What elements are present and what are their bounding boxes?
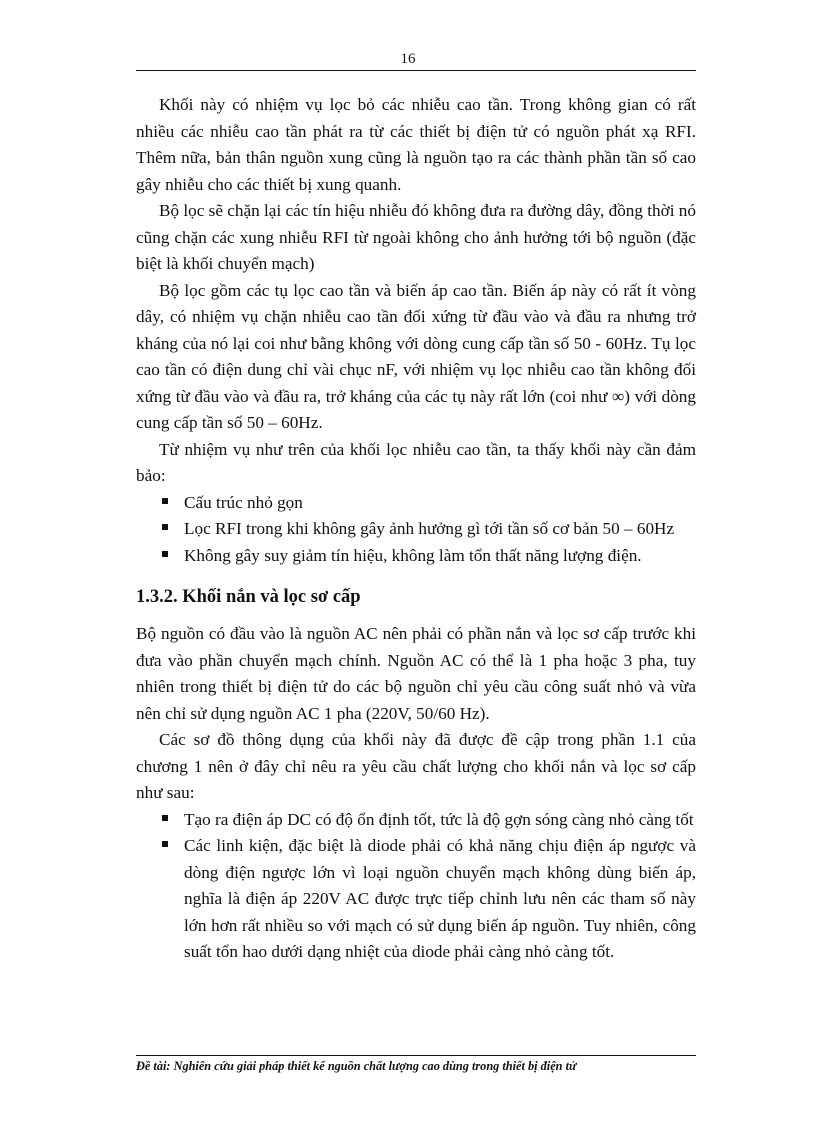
square-bullet-icon [162, 498, 168, 504]
list-item [136, 543, 696, 570]
paragraph-filter-blocking: Bộ lọc sẽ chặn lại các tín hiệu nhiễu đó không đưa ra đường dây, đồng thời nó cũng chặn các xung nhiễu RFI từ ngoài không cho ảnh hưởng tới bộ nguồn (đặc biệt là khối chuyển mạch) [136, 201, 696, 273]
paragraph-filter-components: Bộ lọc gồm các tụ lọc cao tần và biến áp cao tần. Biến áp này có rất ít vòng dây, có nhiệm vụ chặn nhiễu cao tần đối xứng từ đầu vào và đầu ra nhưng trở kháng của nó lại coi như bằng không với dòng cung cấp tần số 50 - 60Hz. Tụ lọc cao tần có điện dung chỉ vài chục nF, với nhiệm vụ lọc nhiễu cao tần không đối xứng từ đầu vào và đầu ra, trở kháng của các tụ này rất lớn (coi như ∞) với dòng cung cấp tần số 50 – 60Hz. [136, 280, 696, 432]
list-item-text: Tạo ra điện áp DC có độ ổn định tốt, tức là độ gợn sóng càng nhỏ càng tốt [184, 809, 694, 829]
paragraph-common-schematics: Các sơ đồ thông dụng của khối này đã được đề cập trong phần 1.1 của chương 1 nên ở đây chỉ nêu ra yêu cầu chất lượng cho khối nắn và lọc sơ cấp như sau: [136, 730, 696, 802]
list-item [136, 807, 696, 834]
list-item-text: Các linh kiện, đặc biệt là diode phải có khả năng chịu điện áp ngược và dòng điện ngược lớn vì loại nguồn chuyển mạch không dùng biến áp, nghĩa là điện áp 220V AC được trực tiếp chỉnh lưu nên các tham số này lớn hơn rất nhiều so với mạch có sử dụng biến áp nguồn. Tuy nhiên, công suất tổn hao dưới dạng nhiệt của diode phải càng nhỏ càng tốt. [184, 836, 696, 961]
quality-requirements-list [136, 807, 696, 966]
square-bullet-icon [162, 551, 168, 557]
list-item [136, 490, 696, 517]
square-bullet-icon [162, 815, 168, 821]
list-item-text: Cấu trúc nhỏ gọn [184, 492, 303, 512]
list-item [136, 516, 696, 543]
paragraph-ac-input: Bộ nguồn có đầu vào là nguồn AC nên phải có phần nắn và lọc sơ cấp trước khi đưa vào phần chuyển mạch chính. Nguồn AC có thể là 1 pha hoặc 3 pha, tuy nhiên trong thiết bị điện tử do các bộ nguồn chỉ yêu cầu công suất nhỏ và vừa nên chỉ sử dụng nguồn AC 1 pha (220V, 50/60 Hz). [136, 624, 696, 723]
page-number: 16 [400, 51, 416, 67]
header-rule [136, 70, 696, 71]
list-item-text: Lọc RFI trong khi không gây ảnh hưởng gì tới tần số cơ bản 50 – 60Hz [184, 519, 675, 538]
square-bullet-icon [162, 524, 168, 530]
footer-thesis-title: Đề tài: Nghiên cứu giải pháp thiết kế nguồn chất lượng cao dùng trong thiết bị điện tử [136, 1059, 577, 1073]
paragraph-requirements-intro: Từ nhiệm vụ như trên của khối lọc nhiễu cao tần, ta thấy khối này cần đảm bảo: [136, 439, 696, 485]
requirements-list [136, 490, 696, 570]
footer-rule [136, 1055, 696, 1056]
list-item [136, 833, 696, 966]
list-item-text: Không gây suy giảm tín hiệu, không làm tổn thất năng lượng điện. [184, 545, 642, 565]
section-heading: 1.3.2. Khối nắn và lọc sơ cấp [136, 587, 361, 607]
square-bullet-icon [162, 841, 168, 847]
paragraph-rfi-noise: Khối này có nhiệm vụ lọc bỏ các nhiễu cao tần. Trong không gian có rất nhiều các nhiễu cao tần phát ra từ các thiết bị điện tử có nguồn phát xạ RFI. Thêm nữa, bản thân nguồn xung cũng là nguồn tạo ra các thành phần tần số cao gây nhiễu cho các thiết bị xung quanh. [136, 95, 696, 194]
page-body [136, 92, 696, 966]
